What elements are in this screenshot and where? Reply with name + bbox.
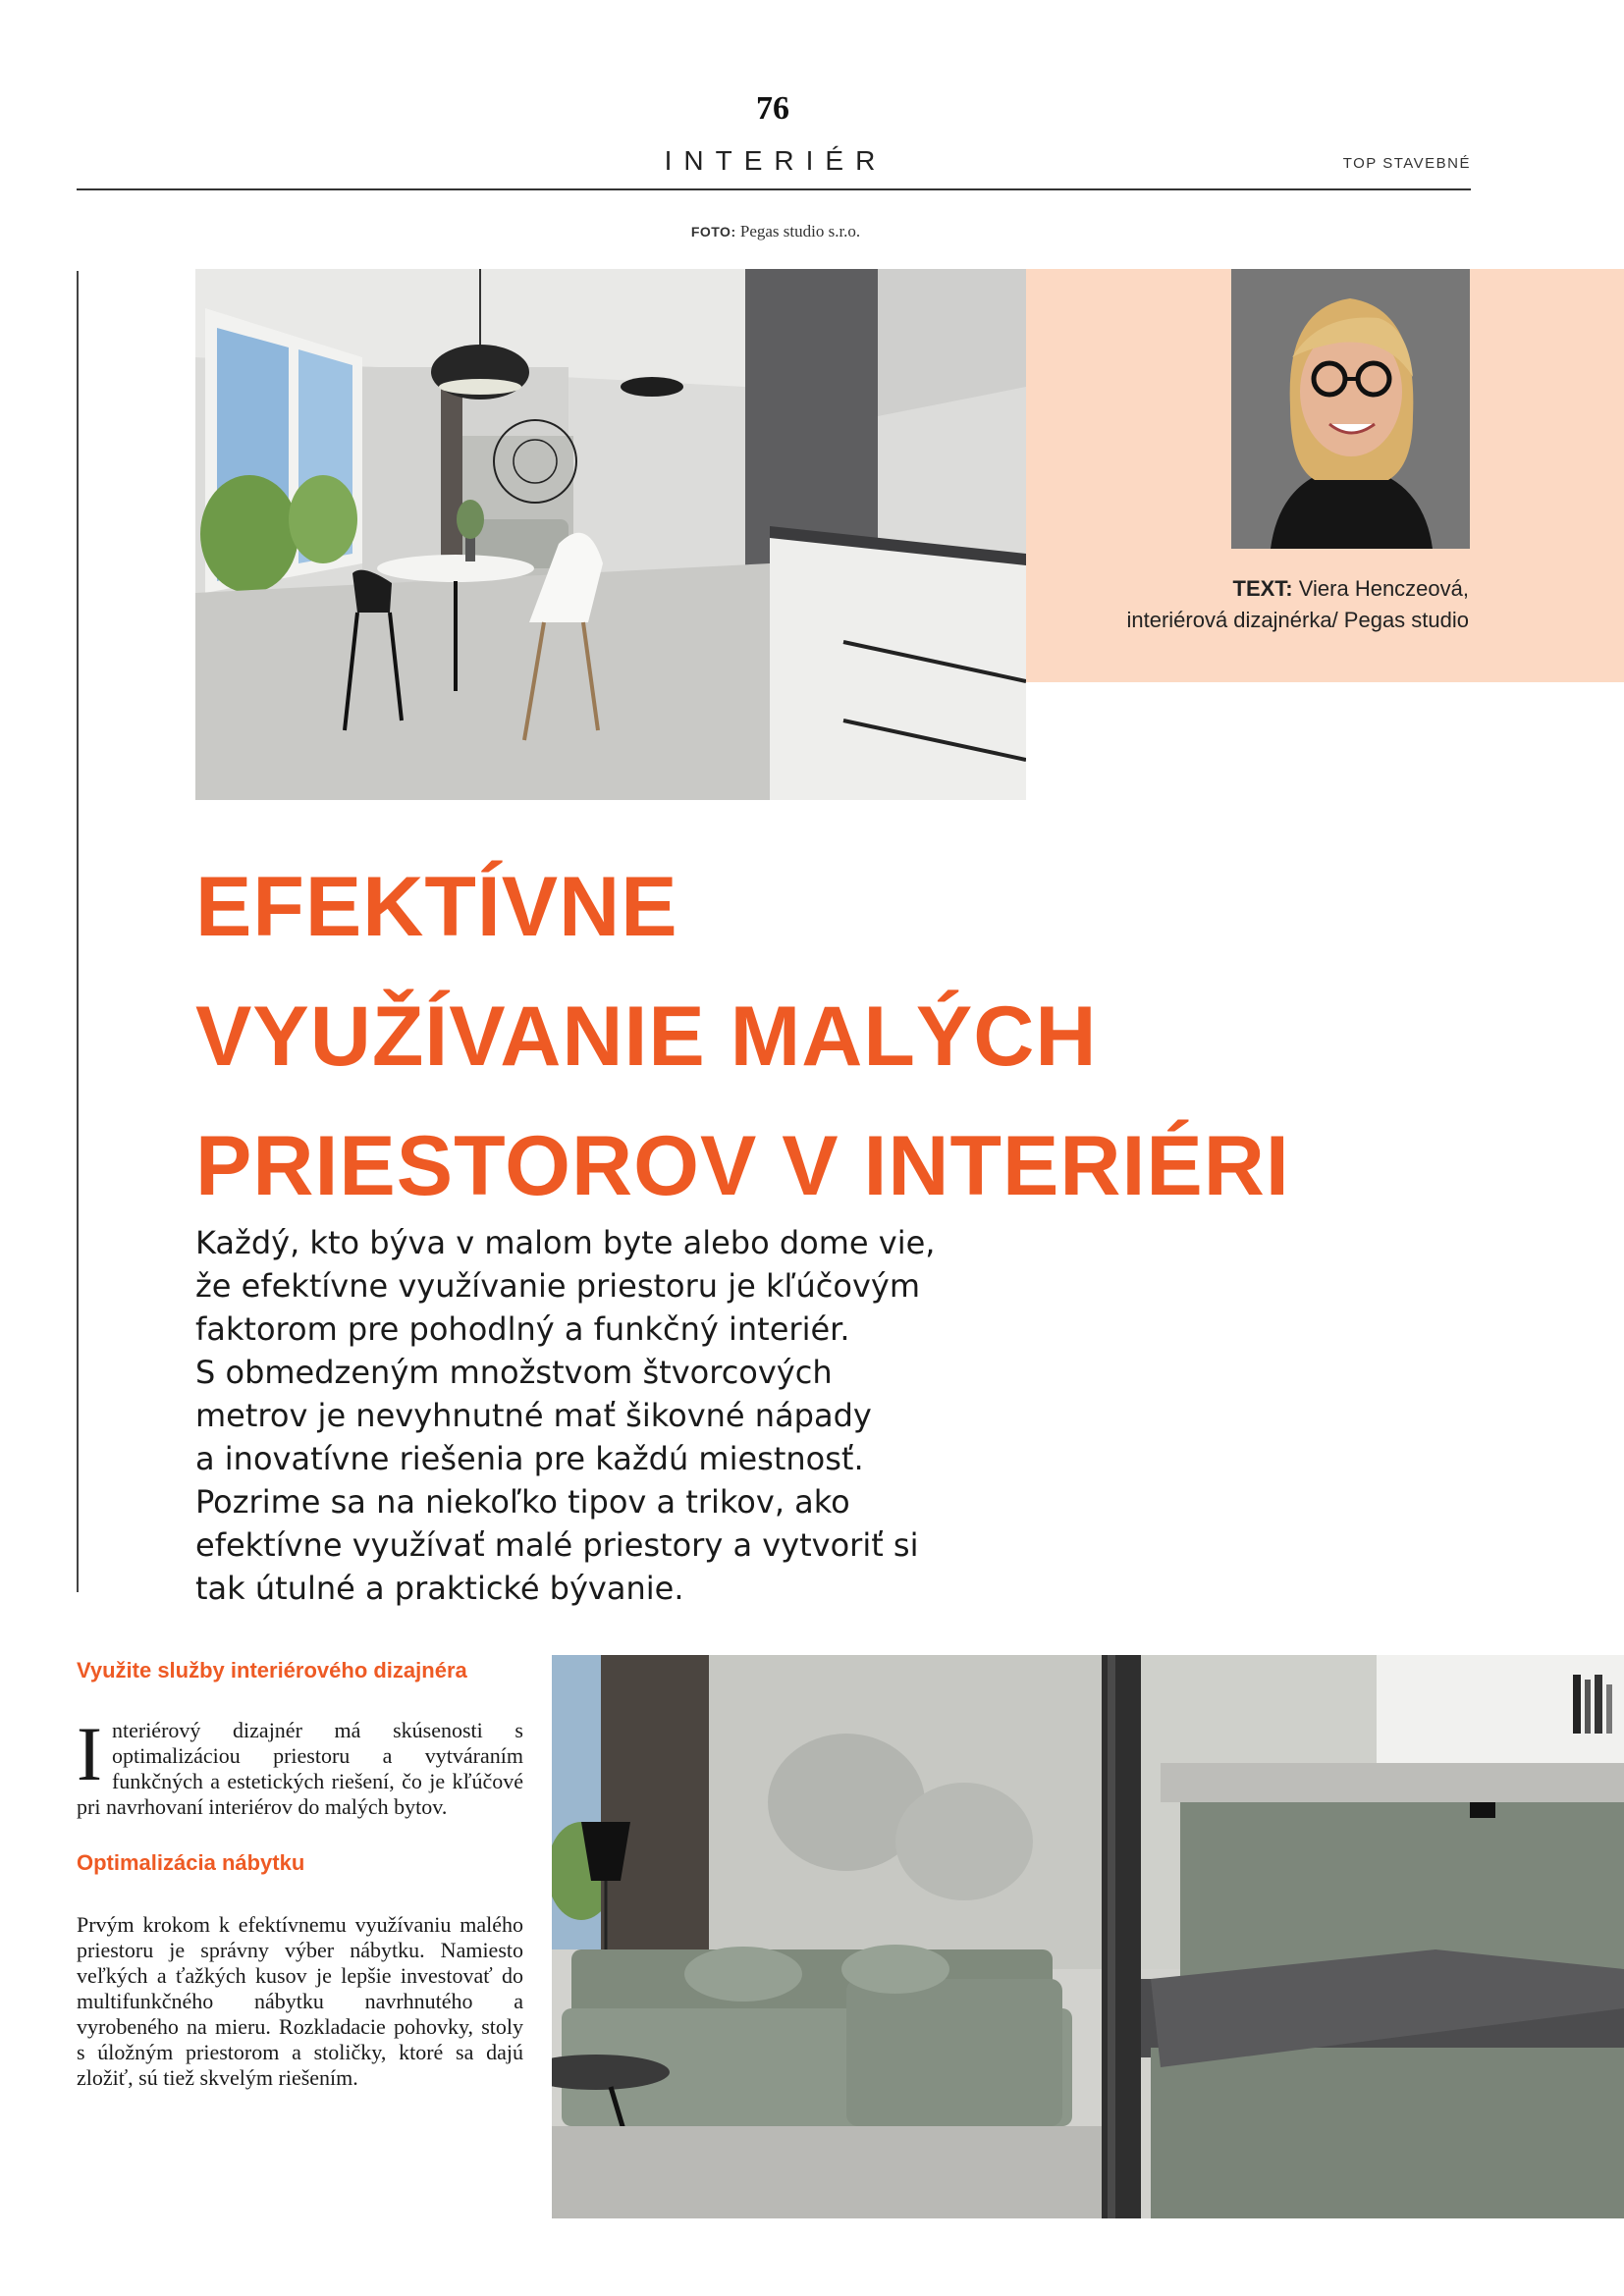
photo-credit-value: Pegas studio s.r.o. <box>739 222 861 240</box>
author-label: TEXT: <box>1232 576 1293 601</box>
header-rule <box>77 188 1471 190</box>
headline-line: EFEKTÍVNE <box>195 860 678 954</box>
drop-cap: I <box>77 1711 102 1796</box>
headline <box>195 842 1501 1231</box>
vertical-rule <box>77 271 79 1592</box>
page-number: 76 <box>756 90 789 127</box>
author-credit <box>1026 573 1469 636</box>
section-paragraph-furniture: Prvým krokom k efektívnemu využívaniu malého priestoru je správny výber nábytku. Namiesto veľkých a ťažkých kusov je lepšie investovať do multifunkčného nábytku navrhnutého a vyrobeného na mieru. Rozkladacie pohovky, stoly s úložným priestorom a stoličky, ktoré sa dajú zložiť, sú tiež skvelým riešením. <box>77 1912 523 2090</box>
lead-line: S obmedzeným množstvom štvorcových <box>195 1354 833 1391</box>
section-paragraph-designer <box>77 1711 523 1820</box>
lead-line: Každý, kto býva v malom byte alebo dome vie, <box>195 1224 936 1261</box>
lead-line: faktorom pre pohodlný a funkčný interiér. <box>195 1310 850 1348</box>
lead-line: metrov je nevyhnutné mať šikovné nápady <box>195 1397 872 1434</box>
photo-credit-label: FOTO: <box>690 224 736 240</box>
lead-line: Pozrime sa na niekoľko tipov a trikov, ako <box>195 1483 850 1521</box>
paragraph-text: nteriérový dizajnér má skúsenosti s optimalizáciou priestoru a vytváraním funkčných a estetických riešení, čo je kľúčové pri navrhovaní interiérov do malých bytov. <box>77 1718 523 1819</box>
lead-line: že efektívne využívanie priestoru je kľúčovým <box>195 1267 920 1305</box>
headline-line: VYUŽÍVANIE MALÝCH <box>195 989 1098 1084</box>
section-heading-designer: Využite služby interiérového dizajnéra <box>77 1658 467 1682</box>
author-portrait <box>1231 269 1470 549</box>
magazine-brand: TOP STAVEBNÉ <box>1342 155 1471 172</box>
hero-photo-kitchen <box>195 269 1026 800</box>
section-heading-furniture: Optimalizácia nábytku <box>77 1850 305 1875</box>
lead-paragraph <box>195 1221 1040 1610</box>
photo-credit <box>589 222 962 241</box>
section-title: INTERIÉR <box>664 145 888 176</box>
lead-line: efektívne využívať malé priestory a vytvoriť si <box>195 1526 919 1564</box>
lead-line: a inovatívne riešenia pre každú miestnosť. <box>195 1440 864 1477</box>
author-name: Viera Henczeová, <box>1298 576 1469 601</box>
headline-line: PRIESTOROV V INTERIÉRI <box>195 1119 1290 1213</box>
photo-living-bedroom <box>552 1655 1624 2218</box>
lead-line: tak útulné a praktické bývanie. <box>195 1570 684 1607</box>
author-role: interiérová dizajnérka/ Pegas studio <box>1126 608 1469 632</box>
body-column <box>77 1657 523 2091</box>
